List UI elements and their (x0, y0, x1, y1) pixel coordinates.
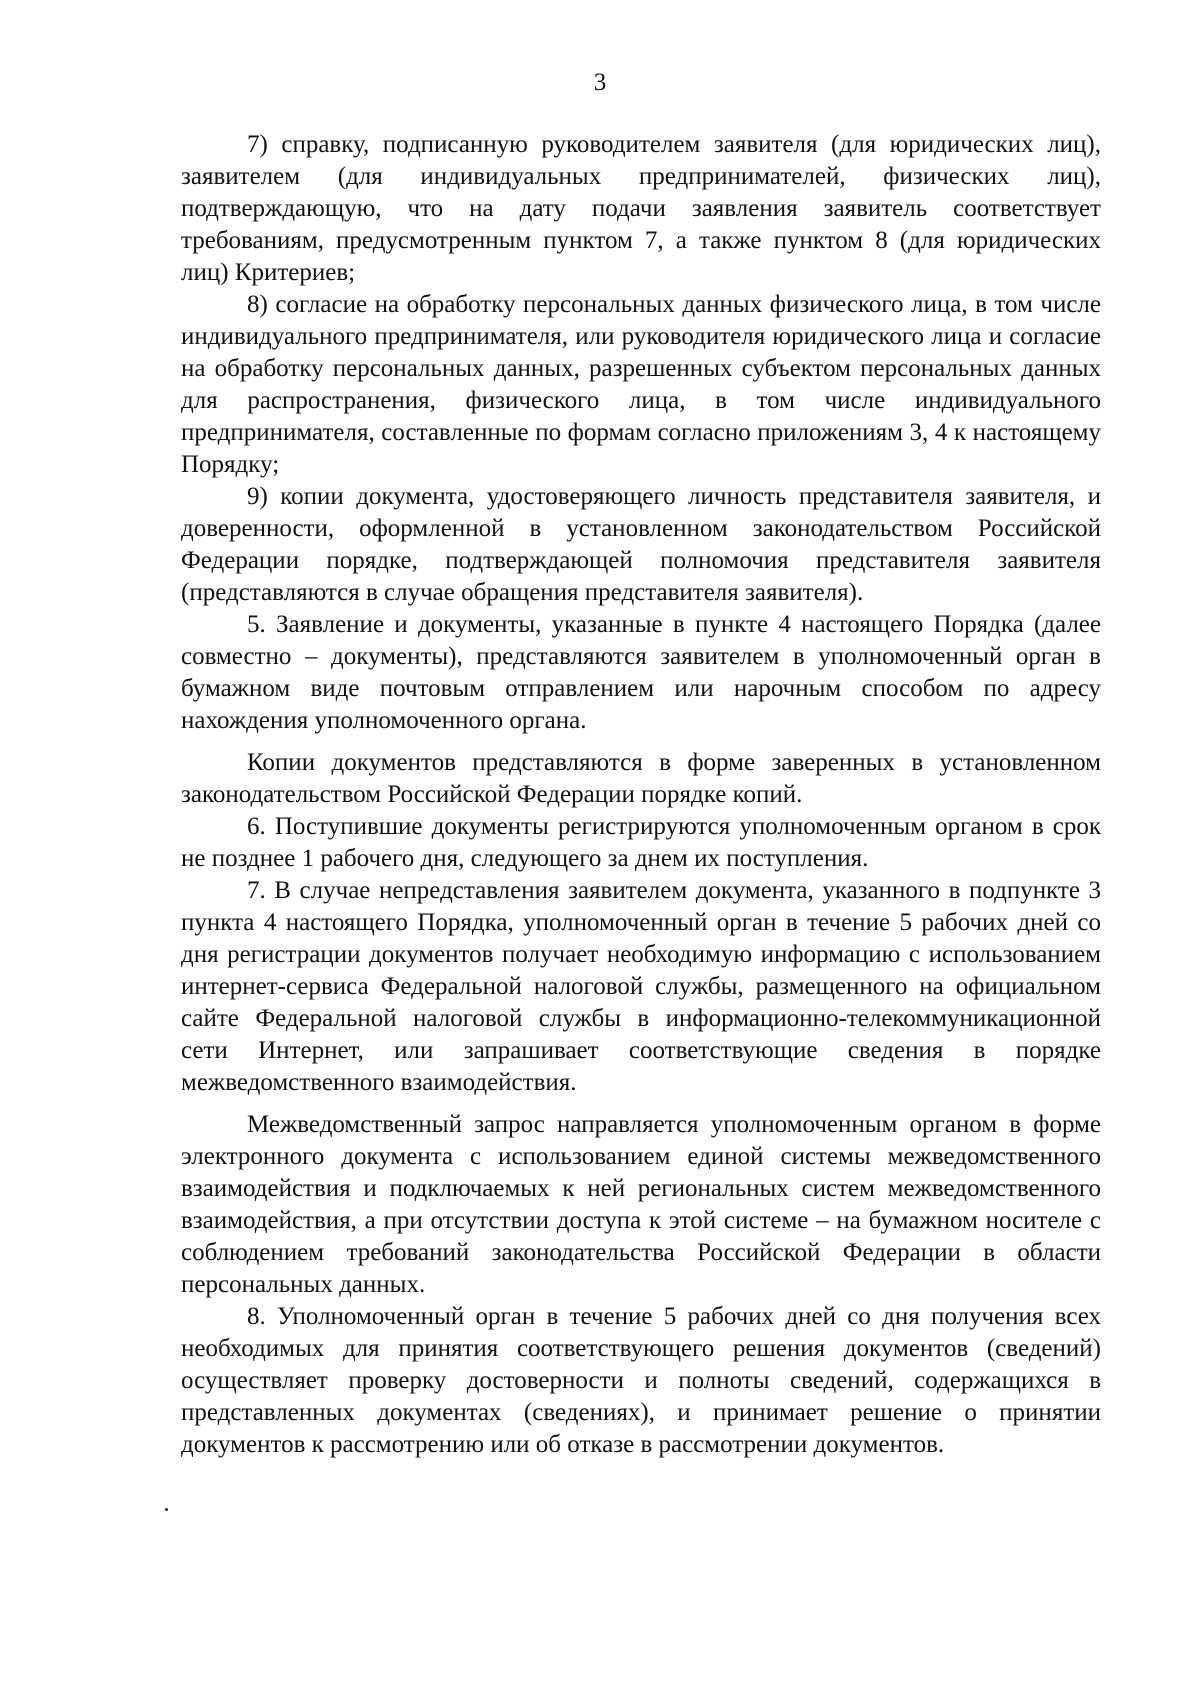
paragraph-clause-5: 5. Заявление и документы, указанные в пункте 4 настоящего Порядка (далее совместно – документы), представляются заявителем в уполномоченный орган в бумажном виде почтовым отправлением или нарочным способом по адресу нахождения уполномоченного органа. (181, 611, 1101, 734)
paragraph-clause-7: 7. В случае непредставления заявителем документа, указанного в подпункте 3 пункта 4 настоящего Порядка, уполномоченный орган в течение 5 рабочих дней со дня регистрации документов получает необходимую информацию с использованием интернет-сервиса Федеральной налоговой службы, размещенного на официальном сайте Федеральной налоговой службы в информационно-телекоммуникационной сети Интернет, или запрашивает соответствующие сведения в порядке межведомственного взаимодействия. (181, 877, 1101, 1096)
paragraph-copies: Копии документов представляются в форме заверенных в установленном законодательством Российской Федерации порядке копий. (181, 749, 1101, 808)
paragraph-item-7: 7) справку, подписанную руководителем заявителя (для юридических лиц), заявителем (для индивидуальных предпринимателей, физических лиц), подтверждающую, что на дату подачи заявления заявитель соответствует требованиям, предусмотренным пунктом 7, а также пунктом 8 (для юридических лиц) Критериев; (181, 131, 1101, 286)
paragraph-clause-8: 8. Уполномоченный орган в течение 5 рабочих дней со дня получения всех необходимых для принятия соответствующего решения документов (сведений) осуществляет проверку достоверности и полноты сведений, содержащихся в представленных документах (сведениях), и принимает решение о принятии документов к рассмотрению или об отказе в рассмотрении документов. (181, 1303, 1101, 1458)
paragraph-clause-6: 6. Поступившие документы регистрируются уполномоченным органом в срок не позднее 1 рабочего дня, следующего за днем их поступления. (181, 813, 1101, 872)
document-body (181, 129, 1101, 1461)
paragraph-item-9: 9) копии документа, удостоверяющего личность представителя заявителя, и доверенности, оформленной в установленном законодательством Российской Федерации порядке, подтверждающей полномочия представителя заявителя (представляются в случае обращения представителя заявителя). (181, 483, 1101, 606)
scan-speck (165, 1508, 168, 1511)
page-number: 3 (593, 69, 607, 96)
paragraph-interagency-request: Межведомственный запрос направляется уполномоченным органом в форме электронного документа с использованием единой системы межведомственного взаимодействия и подключаемых к ней региональных систем межведомственного взаимодействия, а при отсутствии доступа к этой системе – на бумажном носителе с соблюдением требований законодательства Российской Федерации в области персональных данных. (181, 1111, 1101, 1298)
paragraph-item-8: 8) согласие на обработку персональных данных физического лица, в том числе индивидуального предпринимателя, или руководителя юридического лица и согласие на обработку персональных данных, разрешенных субъектом персональных данных для распространения, физического лица, в том числе индивидуального предпринимателя, составленные по формам согласно приложениям 3, 4 к настоящему Порядку; (181, 291, 1101, 478)
